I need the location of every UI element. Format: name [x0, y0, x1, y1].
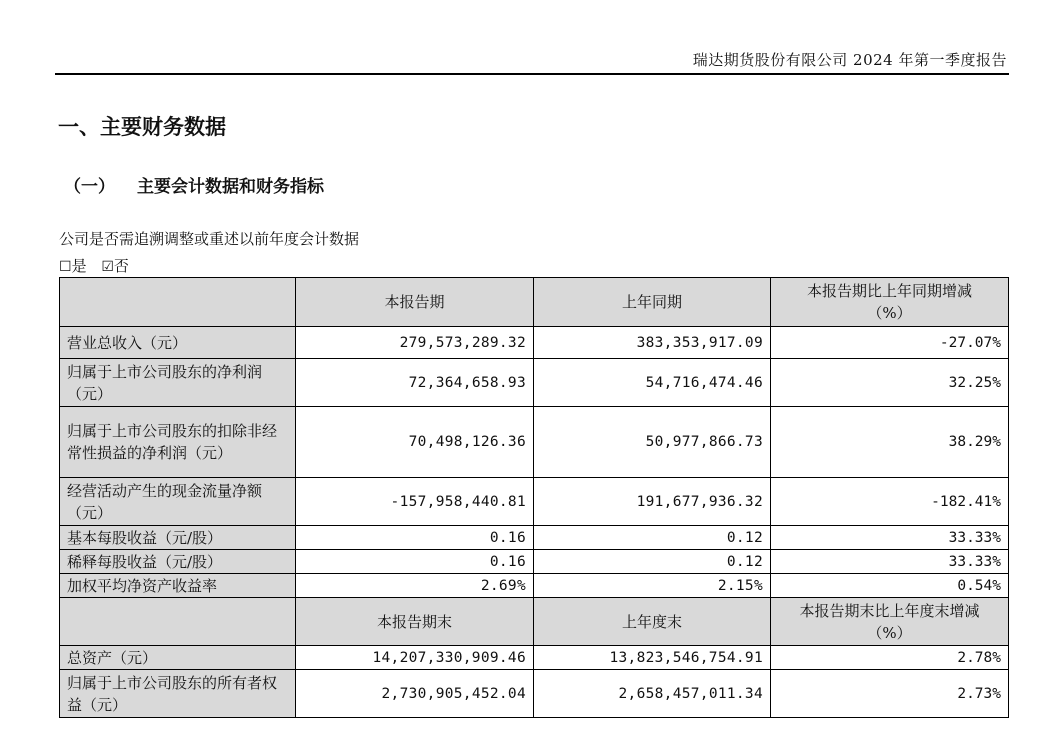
header-prior-period: 上年同期 [534, 278, 771, 327]
financial-data-table [59, 277, 1009, 718]
table-row [60, 670, 1009, 718]
row-change-value: 2.73% [771, 670, 1009, 718]
row-current-value: -157,958,440.81 [296, 478, 534, 526]
row-change-value: 32.25% [771, 359, 1009, 407]
header-change-line1: 本报告期比上年同期增减 [806, 282, 972, 300]
row-prior-value: 0.12 [534, 550, 771, 574]
header-prior-year-end: 上年度末 [534, 598, 771, 646]
row-prior-value: 2,658,457,011.34 [534, 670, 771, 718]
table-row [60, 574, 1009, 598]
row-prior-value: 13,823,546,754.91 [534, 646, 771, 670]
table-header-row [60, 278, 1009, 327]
table-row [60, 646, 1009, 670]
row-current-value: 70,498,126.36 [296, 407, 534, 478]
row-prior-value: 383,353,917.09 [534, 327, 771, 359]
header-change-line2: （%） [867, 623, 912, 642]
subsection-title: 主要会计数据和财务指标 [137, 177, 324, 197]
row-prior-value: 2.15% [534, 574, 771, 598]
table-row [60, 526, 1009, 550]
row-label: 稀释每股收益（元/股） [60, 550, 296, 574]
option-yes [59, 257, 87, 275]
table-header-row [60, 598, 1009, 646]
section-heading: 一、主要财务数据 [58, 115, 226, 139]
subsection-heading [64, 172, 324, 197]
row-label: 归属于上市公司股东的扣除非经常性损益的净利润（元） [60, 407, 296, 478]
header-current-period: 本报告期 [296, 278, 534, 327]
table-row [60, 407, 1009, 478]
row-change-value: -182.41% [771, 478, 1009, 526]
row-label: 经营活动产生的现金流量净额（元） [60, 478, 296, 526]
row-current-value: 72,364,658.93 [296, 359, 534, 407]
checked-box-icon: ☑ [101, 259, 114, 275]
row-prior-value: 0.12 [534, 526, 771, 550]
row-prior-value: 50,977,866.73 [534, 407, 771, 478]
row-label: 归属于上市公司股东的所有者权益（元） [60, 670, 296, 718]
row-label: 营业总收入（元） [60, 327, 296, 359]
option-no [101, 257, 129, 275]
header-change-line2: （%） [867, 304, 912, 322]
header-empty-cell [60, 598, 296, 646]
row-prior-value: 191,677,936.32 [534, 478, 771, 526]
unchecked-box-icon: ☐ [59, 259, 72, 275]
row-current-value: 279,573,289.32 [296, 327, 534, 359]
table-row [60, 550, 1009, 574]
row-current-value: 2,730,905,452.04 [296, 670, 534, 718]
header-empty-cell [60, 278, 296, 327]
row-label: 总资产（元） [60, 646, 296, 670]
row-label: 归属于上市公司股东的净利润（元） [60, 359, 296, 407]
header-change [771, 278, 1009, 327]
row-current-value: 0.16 [296, 526, 534, 550]
row-prior-value: 54,716,474.46 [534, 359, 771, 407]
option-yes-label: 是 [71, 257, 87, 275]
row-current-value: 2.69% [296, 574, 534, 598]
row-label: 基本每股收益（元/股） [60, 526, 296, 550]
row-change-value: 0.54% [771, 574, 1009, 598]
restatement-question: 公司是否需追溯调整或重述以前年度会计数据 [59, 230, 360, 248]
header-change-line1: 本报告期末比上年度末增减 [799, 601, 980, 620]
header-change-period-end [771, 598, 1009, 646]
header-rule [55, 73, 1009, 75]
row-change-value: -27.07% [771, 327, 1009, 359]
row-change-value: 38.29% [771, 407, 1009, 478]
row-current-value: 14,207,330,909.46 [296, 646, 534, 670]
row-change-value: 2.78% [771, 646, 1009, 670]
table-row [60, 359, 1009, 407]
row-change-value: 33.33% [771, 550, 1009, 574]
row-label: 加权平均净资产收益率 [60, 574, 296, 598]
option-no-label: 否 [113, 257, 129, 275]
row-change-value: 33.33% [771, 526, 1009, 550]
row-current-value: 0.16 [296, 550, 534, 574]
header-period-end: 本报告期末 [296, 598, 534, 646]
subsection-number: （一） [64, 177, 115, 197]
table-row [60, 327, 1009, 359]
restatement-options [59, 255, 139, 276]
report-header-title: 瑞达期货股份有限公司 2024 年第一季度报告 [692, 51, 1007, 69]
table-row [60, 478, 1009, 526]
